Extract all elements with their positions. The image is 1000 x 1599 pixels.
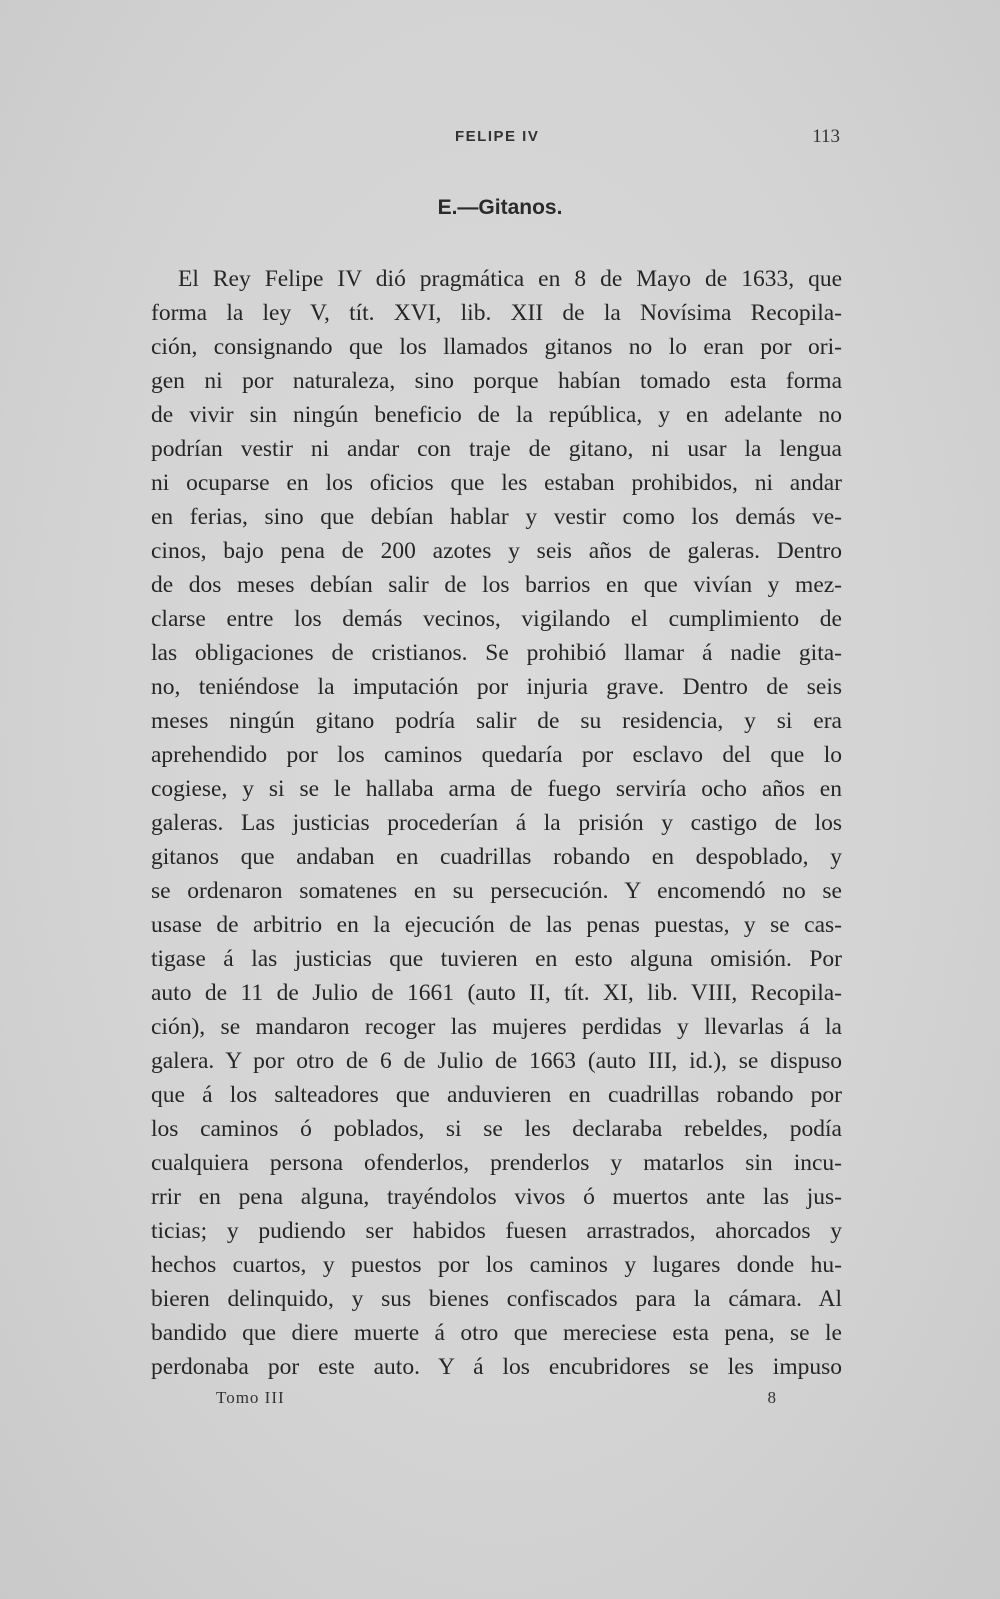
- text-line: de vivir sin ningún beneficio de la república, y en adelante no: [151, 402, 842, 428]
- text-line: se ordenaron somatenes en su persecución. Y encomendó no se: [151, 878, 842, 904]
- text-line: ción, consignando que los llamados gitanos no lo eran por ori-: [151, 334, 842, 360]
- text-line: cinos, bajo pena de 200 azotes y seis años de galeras. Dentro: [151, 538, 842, 564]
- text-line: las obligaciones de cristianos. Se prohibió llamar á nadie gita-: [151, 640, 842, 666]
- text-line: ticias; y pudiendo ser habidos fuesen arrastrados, ahorcados y: [151, 1218, 842, 1244]
- text-line: bandido que diere muerte á otro que mereciese esta pena, se le: [151, 1320, 842, 1346]
- text-line: auto de 11 de Julio de 1661 (auto II, tít. XI, lib. VIII, Recopila-: [151, 980, 842, 1006]
- text-line: usase de arbitrio en la ejecución de las penas puestas, y se cas-: [151, 912, 842, 938]
- section-heading: E.—Gitanos.: [437, 196, 563, 219]
- text-line: forma la ley V, tít. XVI, lib. XII de la Novísima Recopila-: [151, 300, 842, 326]
- text-line: los caminos ó poblados, si se les declaraba rebeldes, podía: [151, 1116, 842, 1142]
- text-line: hechos cuartos, y puestos por los caminos y lugares donde hu-: [151, 1252, 842, 1278]
- text-line: cogiese, y si se le hallaba arma de fuego serviría ocho años en: [151, 776, 842, 802]
- text-line: ción), se mandaron recoger las mujeres perdidas y llevarlas á la: [151, 1014, 842, 1040]
- running-title: FELIPE IV: [455, 128, 540, 145]
- text-line: bieren delinquido, y sus bienes confiscados para la cámara. Al: [151, 1286, 842, 1312]
- body-text: [151, 262, 842, 1384]
- text-line: galera. Y por otro de 6 de Julio de 1663 (auto III, id.), se dispuso: [151, 1048, 842, 1074]
- signature-mark: 8: [767, 1388, 776, 1407]
- text-line: tigase á las justicias que tuvieren en esto alguna omisión. Por: [151, 946, 842, 972]
- text-line: ni ocuparse en los oficios que les estaban prohibidos, ni andar: [151, 470, 842, 496]
- text-line: perdonaba por este auto. Y á los encubridores se les impuso: [151, 1354, 842, 1380]
- text-line: gitanos que andaban en cuadrillas robando en despoblado, y: [151, 844, 842, 870]
- text-line: que á los salteadores que anduvieren en cuadrillas robando por: [151, 1082, 842, 1108]
- text-line: gen ni por naturaleza, sino porque habían tomado esta forma: [151, 368, 842, 394]
- text-line: galeras. Las justicias procederían á la prisión y castigo de los: [151, 810, 842, 836]
- text-line: de dos meses debían salir de los barrios en que vivían y mez-: [151, 572, 842, 598]
- text-line: cualquiera persona ofenderlos, prenderlos y matarlos sin incu-: [151, 1150, 842, 1176]
- text-line: meses ningún gitano podría salir de su residencia, y si era: [151, 708, 842, 734]
- text-line: El Rey Felipe IV dió pragmática en 8 de Mayo de 1633, que: [178, 266, 842, 292]
- text-line: en ferias, sino que debían hablar y vestir como los demás ve-: [151, 504, 842, 530]
- text-line: rrir en pena alguna, trayéndolos vivos ó muertos ante las jus-: [151, 1184, 842, 1210]
- text-line: aprehendido por los caminos quedaría por esclavo del que lo: [151, 742, 842, 768]
- page-number: 113: [812, 126, 840, 147]
- running-head: [150, 128, 840, 152]
- page-footer: [216, 1388, 776, 1410]
- volume-label: Tomo III: [216, 1388, 285, 1407]
- text-line: no, teniéndose la imputación por injuria grave. Dentro de seis: [151, 674, 842, 700]
- text-line: podrían vestir ni andar con traje de gitano, ni usar la lengua: [151, 436, 842, 462]
- text-line: clarse entre los demás vecinos, vigilando el cumplimiento de: [151, 606, 842, 632]
